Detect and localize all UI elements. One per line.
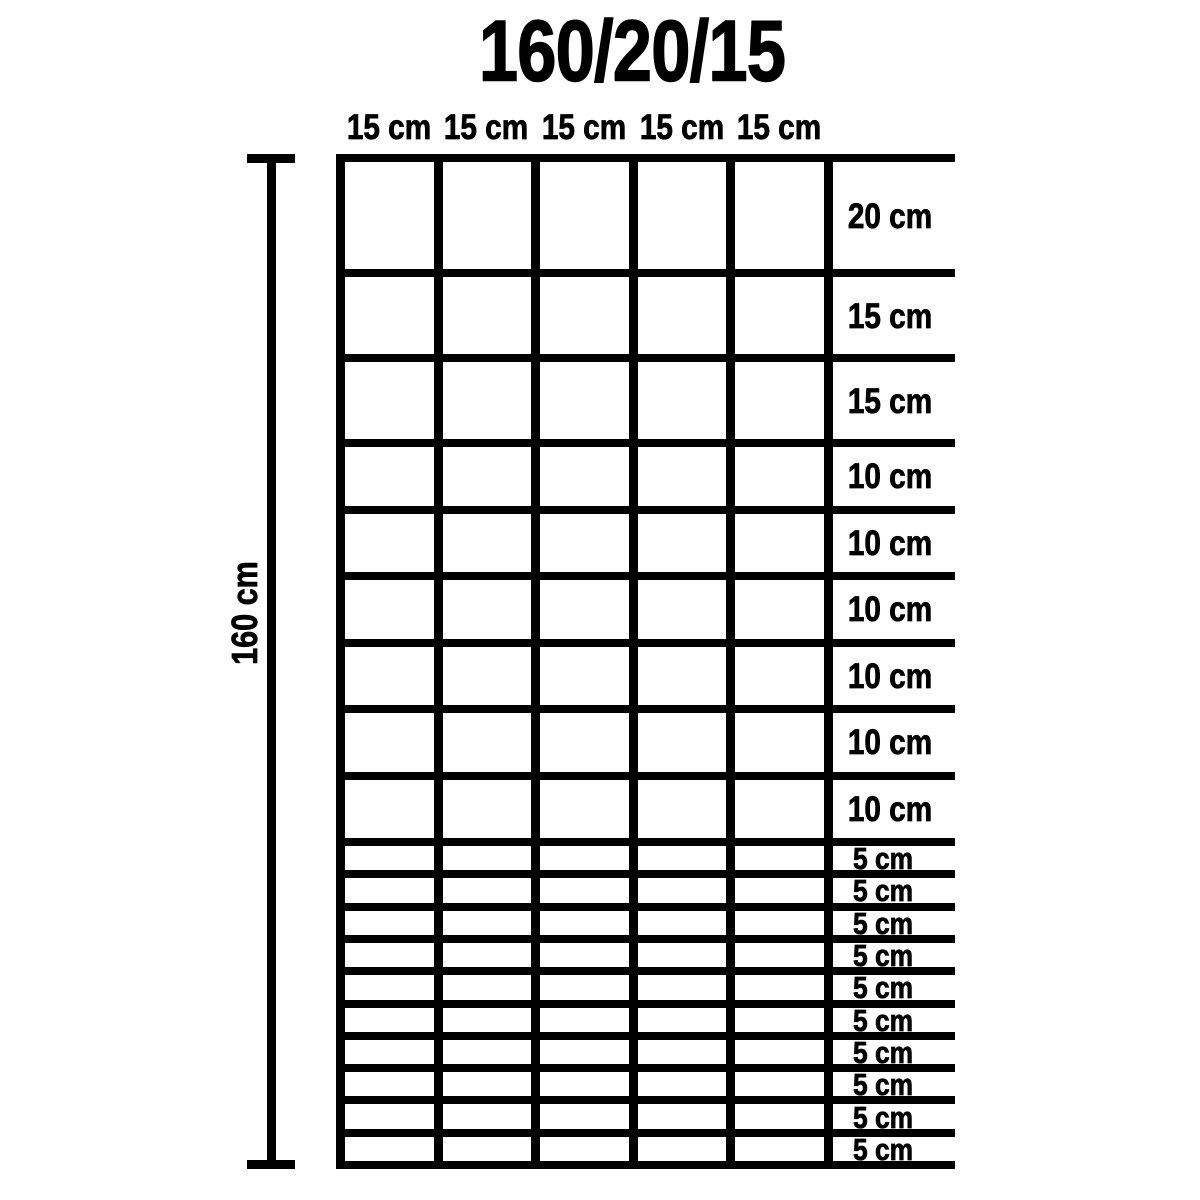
- vertical-wire: [824, 154, 833, 1169]
- vertical-wire: [531, 154, 540, 1169]
- horizontal-wire: [336, 269, 955, 277]
- row-spacing-label: 10 cm: [847, 523, 933, 563]
- vertical-wire: [336, 154, 345, 1169]
- height-label: 160 cm: [224, 561, 265, 665]
- horizontal-wire: [336, 639, 955, 647]
- column-spacing-label: 15 cm: [737, 108, 822, 147]
- row-spacing-label: 10 cm: [847, 590, 933, 630]
- row-spacing-label: 10 cm: [847, 723, 933, 763]
- horizontal-wire: [336, 439, 955, 447]
- row-spacing-label: 15 cm: [847, 296, 933, 336]
- row-spacing-label: 15 cm: [847, 381, 933, 421]
- row-spacing-label: 10 cm: [847, 457, 933, 497]
- row-spacing-label: 5 cm: [852, 905, 914, 941]
- column-spacing-label: 15 cm: [444, 108, 529, 147]
- horizontal-wire: [336, 705, 955, 713]
- vertical-wire: [434, 154, 443, 1169]
- row-spacing-label: 10 cm: [847, 789, 933, 829]
- row-spacing-label: 5 cm: [852, 1131, 914, 1167]
- column-spacing-label: 15 cm: [639, 108, 724, 147]
- dimension-cap-bottom-icon: [247, 1160, 295, 1169]
- row-spacing-label: 5 cm: [852, 873, 914, 909]
- diagram-title: 160/20/15: [478, 3, 786, 100]
- horizontal-wire: [336, 354, 955, 362]
- row-spacing-label: 5 cm: [852, 1099, 914, 1135]
- row-spacing-label: 10 cm: [847, 656, 933, 696]
- row-spacing-label: 5 cm: [852, 938, 914, 974]
- height-dimension-line: [267, 154, 276, 1169]
- column-spacing-label: 15 cm: [541, 108, 627, 147]
- row-spacing-label: 5 cm: [852, 841, 914, 877]
- column-spacing-label: 15 cm: [346, 108, 431, 147]
- horizontal-wire: [336, 772, 955, 780]
- dimension-cap-top-icon: [247, 154, 295, 163]
- horizontal-wire: [336, 154, 955, 162]
- row-spacing-label: 5 cm: [852, 970, 914, 1006]
- row-spacing-label: 20 cm: [847, 196, 933, 236]
- horizontal-wire: [336, 506, 955, 514]
- row-spacing-label: 5 cm: [852, 1034, 914, 1070]
- vertical-wire: [629, 154, 638, 1169]
- row-spacing-label: 5 cm: [852, 1067, 914, 1103]
- row-spacing-label: 5 cm: [852, 1002, 914, 1038]
- horizontal-wire: [336, 572, 955, 580]
- vertical-wire: [726, 154, 735, 1169]
